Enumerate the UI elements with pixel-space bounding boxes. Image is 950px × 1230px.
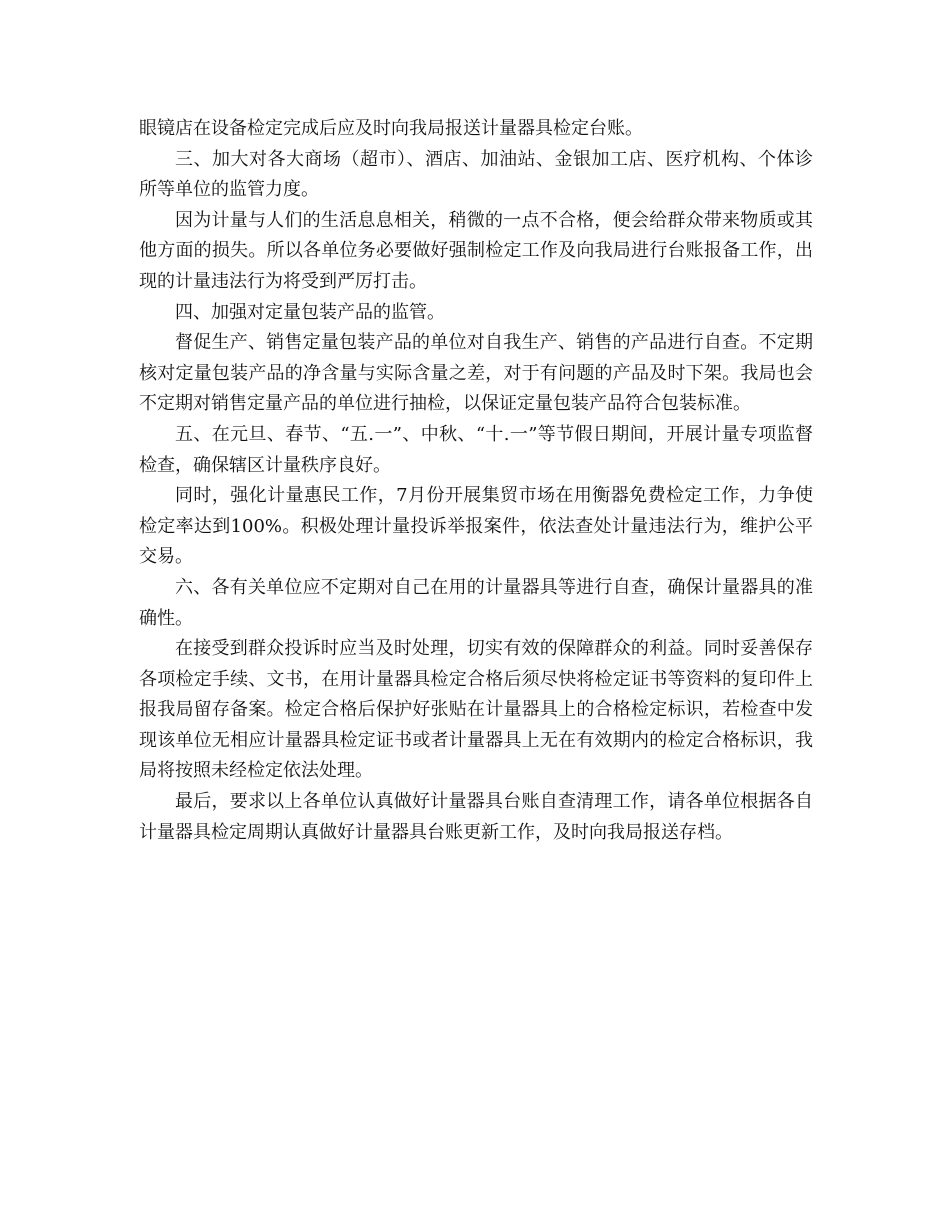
paragraph-section-6-heading: 六、各有关单位应不定期对自己在用的计量器具等进行自查，确保计量器具的准确性。 <box>139 576 813 629</box>
paragraph: 在接受到群众投诉时应当及时处理，切实有效的保障群众的利益。同时妥善保存各项检定手续、文书，在用计量器具检定合格后须尽快将检定证书等资料的复印件上报我局留存备案。检定合格后保护好张贴在计量器具上的合格检定标识，若检查中发现该单位无相应计量器具检定证书或者计量器具上无在有效期内的检定合格标识，我局将按照未经检定依法处理。 <box>139 638 813 782</box>
paragraph: 督促生产、销售定量包装产品的单位对自我生产、销售的产品进行自查。不定期核对定量包装产品的净含量与实际含量之差，对于有问题的产品及时下架。我局也会不定期对销售定量产品的单位进行抽检，以保证定量包装产品符合包装标准。 <box>139 332 813 415</box>
paragraph: 同时，强化计量惠民工作，7月份开展集贸市场在用衡器免费检定工作，力争使检定率达到100%。积极处理计量投诉举报案件，依法查处计量违法行为，维护公平交易。 <box>139 485 813 568</box>
paragraph-section-4-heading: 四、加强对定量包装产品的监管。 <box>175 301 445 323</box>
document-body <box>139 114 813 848</box>
paragraph-continued: 眼镜店在设备检定完成后应及时向我局报送计量器具检定台账。 <box>139 118 643 139</box>
paragraph-section-3-heading: 三、加大对各大商场（超市）、酒店、加油站、金银加工店、医疗机构、个体诊所等单位的监管力度。 <box>139 148 813 201</box>
paragraph-conclusion: 最后，要求以上各单位认真做好计量器具台账自查清理工作，请各单位根据各自计量器具检定周期认真做好计量器具台账更新工作，及时向我局报送存档。 <box>139 791 813 843</box>
paragraph: 因为计量与人们的生活息息相关，稍微的一点不合格，便会给群众带来物质或其他方面的损失。所以各单位务必要做好强制检定工作及向我局进行台账报备工作，出现的计量违法行为将受到严厉打击。 <box>139 209 813 292</box>
paragraph-section-5-heading: 五、在元旦、春节、“五.一”、中秋、“十.一”等节假日期间，开展计量专项监督检查，确保辖区计量秩序良好。 <box>139 423 813 476</box>
